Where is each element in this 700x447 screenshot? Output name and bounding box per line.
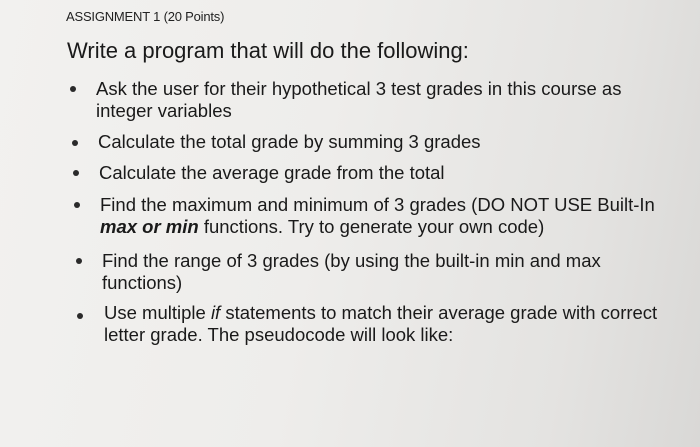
bullet-dot	[74, 202, 80, 208]
list-item	[104, 302, 657, 346]
list-item	[96, 78, 621, 122]
list-item-text: Use multiple	[104, 302, 211, 323]
list-item-line	[100, 216, 655, 238]
list-item	[99, 162, 445, 184]
intro-sentence: Write a program that will do the following:	[67, 38, 469, 63]
list-item-line: Calculate the total grade by summing 3 grades	[98, 131, 481, 152]
list-item	[102, 250, 601, 294]
list-item-line: Ask the user for their hypothetical 3 test grades in this course as	[96, 78, 622, 99]
bullet-dot	[73, 170, 79, 176]
bullet-dot	[76, 258, 82, 264]
list-item	[98, 131, 481, 153]
list-item-text: functions. Try to generate your own code)	[198, 216, 545, 237]
bullet-dot	[72, 140, 78, 146]
list-item-line: integer variables	[96, 100, 232, 121]
emphasis-text: max or min	[100, 216, 199, 237]
bullet-dot	[70, 86, 76, 92]
list-item-line	[104, 302, 657, 324]
list-item	[100, 194, 655, 238]
bullet-dot	[77, 313, 83, 319]
list-item-text: statements to match their average grade with correct	[220, 302, 658, 323]
list-item-line: functions)	[102, 272, 183, 293]
list-item-line: letter grade. The pseudocode will look like:	[104, 324, 454, 345]
emphasis-text: if	[210, 302, 221, 323]
list-item-line: Find the range of 3 grades (by using the built-in min and max	[102, 250, 601, 271]
assignment-heading: ASSIGNMENT 1 (20 Points)	[66, 9, 225, 24]
list-item-line: Find the maximum and minimum of 3 grades (DO NOT USE Built-In	[100, 194, 655, 215]
list-item-line: Calculate the average grade from the total	[99, 162, 445, 183]
